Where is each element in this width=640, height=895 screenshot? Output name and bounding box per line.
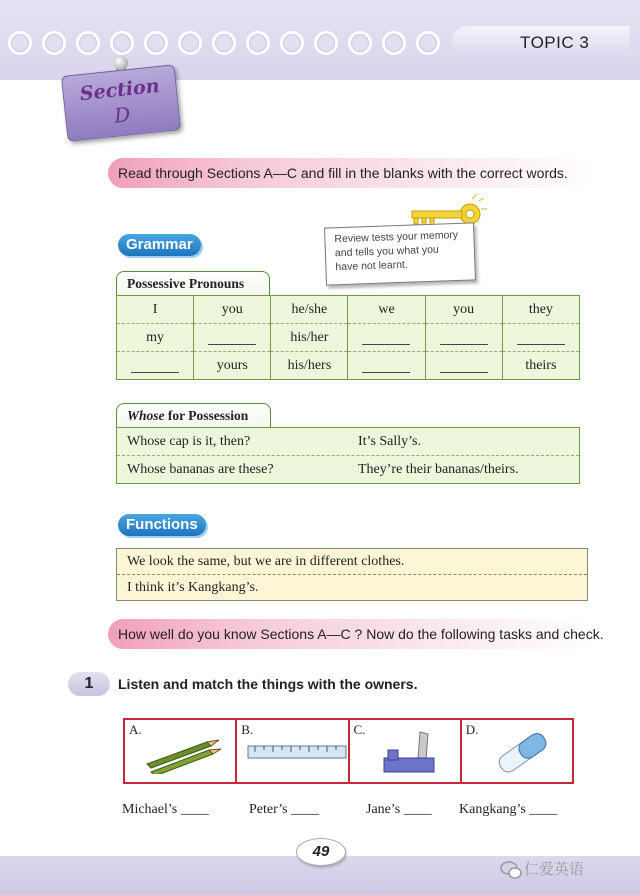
- section-word: Section: [78, 74, 161, 106]
- binder-ring-icon: [76, 31, 100, 55]
- whose-answer: They’re their bananas/theirs.: [358, 462, 519, 477]
- table-row: [117, 352, 580, 380]
- possessive-pronouns-table: [116, 295, 580, 380]
- binder-ring-icon: [110, 31, 134, 55]
- note-line: Review tests your memory: [334, 228, 459, 246]
- pencils-icon: [143, 734, 223, 774]
- eraser-icon: [492, 728, 552, 776]
- table-cell: you: [425, 296, 502, 324]
- blank-cell[interactable]: [425, 324, 502, 352]
- table-cell: yours: [194, 352, 271, 380]
- table-row: [117, 296, 580, 324]
- grammar-heading: Grammar: [118, 234, 201, 256]
- picture-letter: D.: [465, 722, 479, 737]
- table-cell: we: [348, 296, 425, 324]
- blank-cell[interactable]: [425, 352, 502, 380]
- picture-cell[interactable]: [350, 720, 462, 782]
- answer-blank[interactable]: [131, 358, 179, 373]
- functions-box: [116, 548, 588, 601]
- binder-ring-icon: [280, 31, 304, 55]
- table-cell: they: [502, 296, 579, 324]
- table-cell: his/hers: [271, 352, 348, 380]
- note-line: have not learnt.: [335, 258, 408, 274]
- functions-heading: Functions: [118, 514, 206, 536]
- whose-row: [117, 456, 579, 483]
- review-note-card: [324, 222, 476, 285]
- blank-cell[interactable]: [348, 324, 425, 352]
- instruction-text: Read through Sections A—C and fill in the blanks with the correct words.: [118, 165, 568, 181]
- picture-letter: B.: [241, 722, 254, 737]
- functions-line: We look the same, but we are in different clothes.: [117, 549, 587, 575]
- answer-blank[interactable]: [362, 358, 410, 373]
- table-cell: his/her: [271, 324, 348, 352]
- binder-ring-icon: [416, 31, 440, 55]
- binder-ring-icon: [314, 31, 338, 55]
- note-line: and tells you what you: [334, 243, 439, 260]
- answer-blank[interactable]: [440, 330, 488, 345]
- pushpin-icon: [114, 56, 128, 70]
- table-cell: theirs: [502, 352, 579, 380]
- watermark-text: 仁爱英语: [524, 861, 585, 878]
- picture-cell[interactable]: [462, 720, 572, 782]
- whose-question: Whose cap is it, then?: [127, 434, 251, 449]
- binder-ring-icon: [212, 31, 236, 55]
- owner-label: Peter’s ____: [249, 802, 320, 817]
- binder-ring-icon: [382, 31, 406, 55]
- ruler-icon: [247, 744, 347, 760]
- pictures-frame: [123, 718, 574, 784]
- instruction-text: How well do you know Sections A—C ? Now do the following tasks and check.: [118, 626, 604, 642]
- possessive-pronouns-title: Possessive Pronouns: [116, 271, 270, 296]
- owner-label: Michael’s ____: [122, 802, 209, 817]
- functions-line: I think it’s Kangkang’s.: [127, 580, 259, 595]
- table-cell: my: [117, 324, 194, 352]
- whose-title-rest: for Possession: [164, 408, 249, 423]
- binder-ring-icon: [8, 31, 32, 55]
- owner-label: Jane’s ____: [366, 802, 432, 817]
- picture-letter: A.: [129, 722, 142, 737]
- binder-ring-icon: [348, 31, 372, 55]
- whose-box: [116, 427, 580, 484]
- table-cell: you: [194, 296, 271, 324]
- binder-ring-icon: [144, 31, 168, 55]
- section-letter: D: [113, 102, 132, 128]
- blank-cell[interactable]: [348, 352, 425, 380]
- task-instruction: Listen and match the things with the owners.: [118, 676, 418, 692]
- answer-blank[interactable]: [362, 330, 410, 345]
- binder-ring-icon: [42, 31, 66, 55]
- blank-cell[interactable]: [194, 324, 271, 352]
- pencil-sharpener-icon: [380, 730, 440, 776]
- blank-cell[interactable]: [117, 352, 194, 380]
- table-row: [117, 324, 580, 352]
- table-cell: he/she: [271, 296, 348, 324]
- wechat-icon: [500, 860, 522, 880]
- answer-blank[interactable]: [208, 330, 256, 345]
- binder-ring-icon: [246, 31, 270, 55]
- picture-cell[interactable]: [237, 720, 349, 782]
- whose-question: Whose bananas are these?: [127, 462, 274, 477]
- table-cell: I: [117, 296, 194, 324]
- picture-cell[interactable]: [125, 720, 237, 782]
- whose-title: [116, 403, 271, 428]
- binder-ring-icon: [178, 31, 202, 55]
- answer-blank[interactable]: [517, 330, 565, 345]
- whose-title-italic: Whose: [127, 408, 165, 423]
- picture-letter: C.: [353, 722, 366, 737]
- whose-answer: It’s Sally’s.: [358, 434, 422, 449]
- task-number: 1: [68, 672, 110, 696]
- answer-blank[interactable]: [440, 358, 488, 373]
- owner-label: Kangkang’s ____: [459, 802, 558, 817]
- blank-cell[interactable]: [502, 324, 579, 352]
- topic-label: TOPIC 3: [520, 33, 590, 52]
- section-sign: [61, 64, 181, 142]
- whose-row: [117, 428, 579, 456]
- page-number: 49: [296, 838, 346, 866]
